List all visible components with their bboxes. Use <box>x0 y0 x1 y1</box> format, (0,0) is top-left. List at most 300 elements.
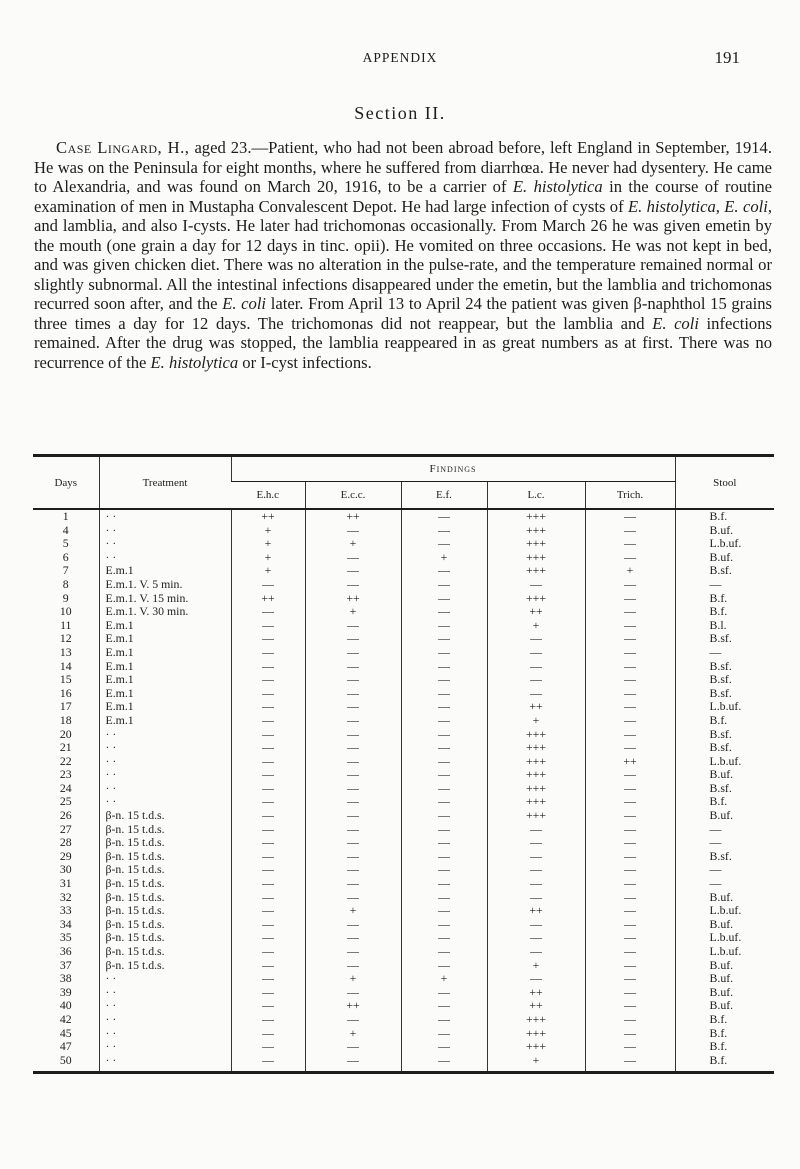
table-row <box>33 782 774 796</box>
table-row <box>33 728 774 742</box>
treatment-cell: · · <box>99 524 231 538</box>
findings-table-wrapper <box>33 454 774 1074</box>
trich-cell: — <box>585 687 675 701</box>
stool-cell: B.uf. <box>675 999 774 1013</box>
trich-cell: — <box>585 592 675 606</box>
trich-cell: — <box>585 578 675 592</box>
ehc-cell: — <box>231 1040 305 1054</box>
lc-cell: — <box>487 578 585 592</box>
treatment-cell: β-n. 15 t.d.s. <box>99 891 231 905</box>
table-row <box>33 646 774 660</box>
ehc-cell: — <box>231 741 305 755</box>
ef-cell: — <box>401 632 487 646</box>
table-row <box>33 592 774 606</box>
lc-cell: — <box>487 823 585 837</box>
stool-cell: L.b.uf. <box>675 931 774 945</box>
day-cell: 23 <box>59 768 72 782</box>
day-cell: 26 <box>59 809 72 823</box>
day-cell: 9 <box>62 591 69 605</box>
trich-cell: — <box>585 768 675 782</box>
trich-cell: ++ <box>585 755 675 769</box>
ehc-cell: + <box>231 564 305 578</box>
ecc-cell: — <box>305 823 401 837</box>
stool-cell: B.sf. <box>675 564 774 578</box>
table-row <box>33 931 774 945</box>
lc-cell: +++ <box>487 768 585 782</box>
day-cell: 8 <box>62 577 69 591</box>
lc-cell: — <box>487 850 585 864</box>
lc-cell: — <box>487 836 585 850</box>
case-paragraph <box>34 138 772 372</box>
ehc-cell: — <box>231 782 305 796</box>
table-bottom-rule <box>33 1073 774 1075</box>
table-row <box>33 1040 774 1054</box>
ehc-cell: + <box>231 551 305 565</box>
lc-cell: — <box>487 632 585 646</box>
ef-cell: — <box>401 959 487 973</box>
ehc-cell: — <box>231 714 305 728</box>
stool-cell: L.b.uf. <box>675 904 774 918</box>
trich-cell: — <box>585 904 675 918</box>
ecc-cell: — <box>305 714 401 728</box>
table-row <box>33 741 774 755</box>
lc-cell: + <box>487 959 585 973</box>
lc-cell: — <box>487 673 585 687</box>
ef-cell: + <box>401 972 487 986</box>
ehc-header: E.h.c <box>231 482 305 510</box>
ehc-cell: — <box>231 660 305 674</box>
lc-cell: +++ <box>487 551 585 565</box>
case-italic-6: E. histolytica <box>150 352 239 372</box>
ecc-cell: — <box>305 1040 401 1054</box>
trich-cell: — <box>585 972 675 986</box>
trich-cell: — <box>585 891 675 905</box>
findings-table <box>33 454 774 1074</box>
day-cell: 12 <box>59 632 72 646</box>
ef-cell: — <box>401 918 487 932</box>
stool-header: Stool <box>675 456 774 510</box>
trich-cell: — <box>585 782 675 796</box>
day-cell: 32 <box>59 890 72 904</box>
page-number: 191 <box>714 48 740 67</box>
table-row <box>33 1027 774 1041</box>
case-italic-2: E. histolytica <box>627 196 716 216</box>
trich-cell: — <box>585 931 675 945</box>
ehc-cell: — <box>231 687 305 701</box>
treatment-cell: β-n. 15 t.d.s. <box>99 959 231 973</box>
ecc-cell: — <box>305 877 401 891</box>
trich-cell: — <box>585 863 675 877</box>
ecc-cell: ++ <box>305 999 401 1013</box>
day-cell: 45 <box>59 1026 72 1040</box>
lc-cell: — <box>487 891 585 905</box>
ehc-cell: — <box>231 755 305 769</box>
trich-cell: — <box>585 809 675 823</box>
trich-cell: — <box>585 823 675 837</box>
treatment-cell: · · <box>99 509 231 524</box>
day-cell: 37 <box>59 958 72 972</box>
ef-cell: — <box>401 564 487 578</box>
ecc-cell: — <box>305 660 401 674</box>
trich-cell: — <box>585 850 675 864</box>
ecc-cell: — <box>305 850 401 864</box>
table-row <box>33 619 774 633</box>
lc-cell: — <box>487 687 585 701</box>
ehc-cell: — <box>231 945 305 959</box>
stool-cell: L.b.uf. <box>675 537 774 551</box>
trich-cell: — <box>585 660 675 674</box>
ecc-cell: — <box>305 918 401 932</box>
day-cell: 27 <box>59 822 72 836</box>
stool-cell: B.f. <box>675 1013 774 1027</box>
stool-cell: B.f. <box>675 795 774 809</box>
treatment-cell: β-n. 15 t.d.s. <box>99 836 231 850</box>
ecc-cell: + <box>305 605 401 619</box>
lc-cell: + <box>487 1054 585 1073</box>
ehc-cell: — <box>231 809 305 823</box>
lc-cell: +++ <box>487 728 585 742</box>
ehc-cell: + <box>231 524 305 538</box>
ecc-cell: — <box>305 986 401 1000</box>
ef-cell: — <box>401 537 487 551</box>
day-cell: 5 <box>62 537 69 551</box>
ef-cell: — <box>401 578 487 592</box>
ecc-cell: + <box>305 904 401 918</box>
treatment-cell: β-n. 15 t.d.s. <box>99 809 231 823</box>
ef-cell: — <box>401 999 487 1013</box>
stool-cell: B.f. <box>675 1054 774 1073</box>
lc-cell: + <box>487 619 585 633</box>
ehc-cell: — <box>231 578 305 592</box>
lc-cell: +++ <box>487 741 585 755</box>
lc-cell: — <box>487 863 585 877</box>
ecc-cell: — <box>305 1054 401 1073</box>
case-text-6: infections remained. After the drug was stopped, the lamblia reappeared in as great numbers as at first. There was no recurrence of the <box>34 313 772 372</box>
stool-cell: B.f. <box>675 605 774 619</box>
stool-cell: L.b.uf. <box>675 700 774 714</box>
ehc-cell: — <box>231 768 305 782</box>
table-row <box>33 524 774 538</box>
case-text-3: , <box>715 196 725 216</box>
day-cell: 35 <box>59 931 72 945</box>
stool-cell: — <box>675 578 774 592</box>
stool-cell: — <box>675 877 774 891</box>
trich-cell: — <box>585 605 675 619</box>
running-title: APPENDIX <box>362 50 438 65</box>
day-cell: 34 <box>59 917 72 931</box>
ehc-cell: — <box>231 823 305 837</box>
lc-cell: +++ <box>487 782 585 796</box>
table-row <box>33 660 774 674</box>
case-italic-5: E. coli <box>652 313 699 333</box>
ecc-cell: — <box>305 782 401 796</box>
treatment-cell: · · <box>99 768 231 782</box>
table-row <box>33 673 774 687</box>
case-text-7: or I-cyst infections. <box>238 352 372 372</box>
ecc-cell: — <box>305 809 401 823</box>
ehc-cell: — <box>231 1013 305 1027</box>
treatment-cell: · · <box>99 755 231 769</box>
trich-cell: — <box>585 537 675 551</box>
treatment-cell: · · <box>99 795 231 809</box>
table-row <box>33 918 774 932</box>
day-cell: 31 <box>59 877 72 891</box>
stool-cell: B.uf. <box>675 972 774 986</box>
ehc-cell: — <box>231 959 305 973</box>
table-row <box>33 850 774 864</box>
stool-cell: B.sf. <box>675 632 774 646</box>
treatment-cell: β-n. 15 t.d.s. <box>99 931 231 945</box>
treatment-cell: β-n. 15 t.d.s. <box>99 877 231 891</box>
ecc-cell: — <box>305 578 401 592</box>
ecc-cell: ++ <box>305 509 401 524</box>
ehc-cell: — <box>231 836 305 850</box>
treatment-cell: β-n. 15 t.d.s. <box>99 850 231 864</box>
lc-cell: +++ <box>487 1027 585 1041</box>
trich-cell: — <box>585 986 675 1000</box>
lc-cell: +++ <box>487 1040 585 1054</box>
day-cell: 24 <box>59 781 72 795</box>
ef-cell: — <box>401 687 487 701</box>
lc-cell: +++ <box>487 592 585 606</box>
treatment-cell: β-n. 15 t.d.s. <box>99 945 231 959</box>
day-cell: 16 <box>59 686 72 700</box>
table-row <box>33 605 774 619</box>
findings-header: Findings <box>231 456 675 482</box>
table-row <box>33 904 774 918</box>
stool-cell: B.uf. <box>675 809 774 823</box>
ef-cell: — <box>401 646 487 660</box>
stool-cell: — <box>675 863 774 877</box>
treatment-cell: E.m.1 <box>99 660 231 674</box>
ehc-cell: — <box>231 931 305 945</box>
day-cell: 25 <box>59 795 72 809</box>
case-text-5: later. From April 13 to April 24 the patient was given β-naphthol 15 grains three times a day for 12 days. The trichomonas did not reappear, but the lamblia and <box>34 294 772 333</box>
treatment-cell: E.m.1 <box>99 714 231 728</box>
ehc-cell: — <box>231 632 305 646</box>
trich-cell: — <box>585 551 675 565</box>
ehc-cell: + <box>231 537 305 551</box>
ecc-cell: + <box>305 972 401 986</box>
day-cell: 47 <box>59 1040 72 1054</box>
ef-cell: — <box>401 1054 487 1073</box>
table-row <box>33 972 774 986</box>
treatment-cell: E.m.1. V. 5 min. <box>99 578 231 592</box>
day-cell: 21 <box>59 741 72 755</box>
ecc-cell: — <box>305 1013 401 1027</box>
treatment-cell: · · <box>99 1027 231 1041</box>
stool-cell: B.f. <box>675 509 774 524</box>
ecc-cell: — <box>305 551 401 565</box>
lc-cell: + <box>487 714 585 728</box>
treatment-cell: · · <box>99 728 231 742</box>
day-cell: 36 <box>59 945 72 958</box>
stool-cell: B.uf. <box>675 768 774 782</box>
table-row <box>33 632 774 646</box>
table-row <box>33 687 774 701</box>
ecc-cell: ++ <box>305 592 401 606</box>
stool-cell: B.sf. <box>675 741 774 755</box>
trich-cell: — <box>585 509 675 524</box>
case-italic-4: E. coli <box>222 294 267 313</box>
ehc-cell: ++ <box>231 592 305 606</box>
day-cell: 30 <box>59 863 72 877</box>
ecc-cell: — <box>305 646 401 660</box>
ef-cell: — <box>401 877 487 891</box>
lc-cell: — <box>487 945 585 959</box>
table-row <box>33 755 774 769</box>
ef-cell: — <box>401 850 487 864</box>
ehc-cell: — <box>231 700 305 714</box>
table-row <box>33 1054 774 1073</box>
trich-cell: — <box>585 632 675 646</box>
trich-cell: — <box>585 795 675 809</box>
stool-cell: B.f. <box>675 1027 774 1041</box>
treatment-header: Treatment <box>99 456 231 510</box>
stool-cell: B.uf. <box>675 891 774 905</box>
lc-cell: +++ <box>487 537 585 551</box>
lc-cell: +++ <box>487 1013 585 1027</box>
ef-cell: — <box>401 714 487 728</box>
day-cell: 1 <box>62 509 69 523</box>
ehc-cell: — <box>231 673 305 687</box>
lc-cell: ++ <box>487 986 585 1000</box>
table-row <box>33 551 774 565</box>
day-cell: 11 <box>60 618 72 632</box>
trich-cell: — <box>585 1013 675 1027</box>
ecc-cell: — <box>305 768 401 782</box>
trich-cell: — <box>585 945 675 959</box>
stool-cell: B.uf. <box>675 986 774 1000</box>
day-cell: 42 <box>59 1012 72 1026</box>
ehc-cell: — <box>231 728 305 742</box>
ecc-cell: — <box>305 632 401 646</box>
stool-cell: B.uf. <box>675 551 774 565</box>
case-italic-1: E. histolytica <box>512 177 603 196</box>
ef-cell: — <box>401 768 487 782</box>
trich-cell: — <box>585 646 675 660</box>
table-row <box>33 863 774 877</box>
case-label: Case Lingard, H., <box>56 138 190 157</box>
table-row <box>33 578 774 592</box>
day-cell: 17 <box>59 700 72 714</box>
lc-cell: — <box>487 931 585 945</box>
trich-cell: — <box>585 959 675 973</box>
stool-cell: B.sf. <box>675 687 774 701</box>
ef-cell: — <box>401 809 487 823</box>
table-row <box>33 836 774 850</box>
stool-cell: B.f. <box>675 714 774 728</box>
stool-cell: L.b.uf. <box>675 945 774 959</box>
ecc-cell: — <box>305 891 401 905</box>
ehc-cell: — <box>231 891 305 905</box>
ecc-cell: — <box>305 524 401 538</box>
lc-cell: — <box>487 972 585 986</box>
lc-cell: — <box>487 918 585 932</box>
trich-cell: — <box>585 877 675 891</box>
ef-cell: — <box>401 673 487 687</box>
ef-cell: — <box>401 1040 487 1054</box>
stool-cell: B.uf. <box>675 918 774 932</box>
table-row <box>33 999 774 1013</box>
ef-cell: — <box>401 1027 487 1041</box>
treatment-cell: E.m.1. V. 30 min. <box>99 605 231 619</box>
stool-cell: B.sf. <box>675 728 774 742</box>
table-row <box>33 945 774 959</box>
ehc-cell: — <box>231 986 305 1000</box>
ef-cell: — <box>401 782 487 796</box>
ef-cell: + <box>401 551 487 565</box>
treatment-cell: β-n. 15 t.d.s. <box>99 904 231 918</box>
trich-cell: — <box>585 673 675 687</box>
ef-cell: — <box>401 619 487 633</box>
ef-cell: — <box>401 728 487 742</box>
stool-cell: B.uf. <box>675 524 774 538</box>
ef-cell: — <box>401 755 487 769</box>
day-cell: 40 <box>59 999 72 1013</box>
trich-cell: — <box>585 1027 675 1041</box>
lc-cell: +++ <box>487 755 585 769</box>
day-cell: 13 <box>59 645 72 659</box>
day-cell: 10 <box>59 605 72 619</box>
day-cell: 33 <box>59 904 72 918</box>
ehc-cell: — <box>231 918 305 932</box>
table-row <box>33 986 774 1000</box>
day-cell: 15 <box>59 673 72 687</box>
treatment-cell: β-n. 15 t.d.s. <box>99 863 231 877</box>
lc-header: L.c. <box>487 482 585 510</box>
ehc-cell: — <box>231 972 305 986</box>
treatment-cell: E.m.1 <box>99 687 231 701</box>
lc-cell: +++ <box>487 524 585 538</box>
ecc-cell: + <box>305 1027 401 1041</box>
ehc-cell: — <box>231 850 305 864</box>
ecc-cell: — <box>305 728 401 742</box>
ef-cell: — <box>401 931 487 945</box>
stool-cell: B.uf. <box>675 959 774 973</box>
case-text-4: , and lamblia, and also I-cysts. He later had trichomonas occasionally. From March 26 he was given emetin by the mouth (one grain a day for 12 days in tinc. opii). He vomited on three occasions. He was not kept in bed, and was given chicken diet. There was no alteration in the pulse-rate, and the temperature remained normal or slightly subnormal. All the intestinal infections disappeared under the emetin, but the lamblia and trichomonas recurred soon after, and the <box>34 196 772 313</box>
lc-cell: — <box>487 877 585 891</box>
ecc-cell: — <box>305 687 401 701</box>
ef-cell: — <box>401 741 487 755</box>
case-italic-3: E. coli <box>724 196 768 216</box>
ehc-cell: — <box>231 1054 305 1073</box>
trich-cell: — <box>585 836 675 850</box>
ef-cell: — <box>401 524 487 538</box>
trich-header: Trich. <box>585 482 675 510</box>
day-cell: 38 <box>59 972 72 986</box>
treatment-cell: · · <box>99 1040 231 1054</box>
ehc-cell: ++ <box>231 509 305 524</box>
stool-cell: B.sf. <box>675 782 774 796</box>
ecc-cell: — <box>305 741 401 755</box>
day-cell: 39 <box>59 985 72 999</box>
trich-cell: — <box>585 728 675 742</box>
treatment-cell: · · <box>99 972 231 986</box>
ecc-cell: — <box>305 836 401 850</box>
table-row <box>33 891 774 905</box>
lc-cell: — <box>487 660 585 674</box>
lc-cell: ++ <box>487 700 585 714</box>
table-row <box>33 959 774 973</box>
ef-cell: — <box>401 891 487 905</box>
trich-cell: + <box>585 564 675 578</box>
day-cell: 20 <box>59 727 72 741</box>
table-row <box>33 823 774 837</box>
stool-cell: L.b.uf. <box>675 755 774 769</box>
table-row <box>33 877 774 891</box>
ehc-cell: — <box>231 619 305 633</box>
